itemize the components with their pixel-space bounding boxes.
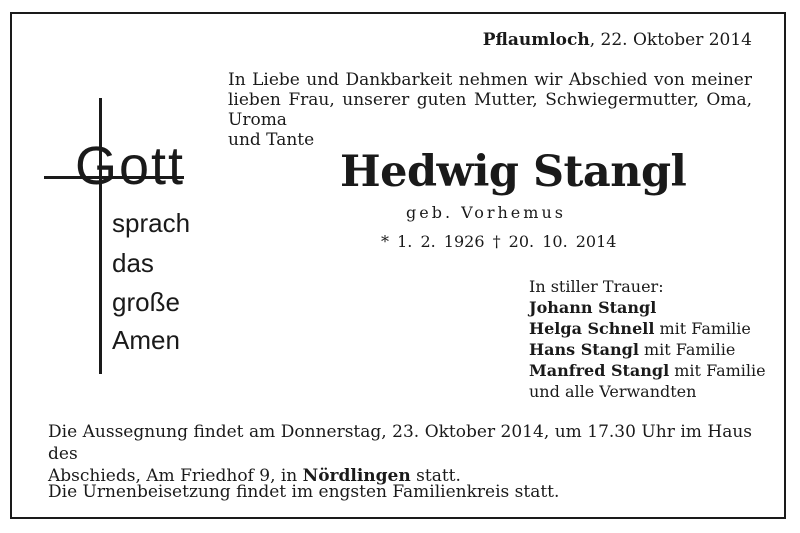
mourner-row [529, 360, 766, 381]
poem-word-das: das [112, 248, 154, 278]
deceased-name: Hedwig Stangl [340, 147, 687, 197]
mourners-heading: In stiller Trauer: [529, 277, 664, 296]
birth-name: geb. Vorhemus [406, 203, 566, 222]
poem-word-sprach: sprach [112, 208, 191, 238]
mourner-name: Johann Stangl [529, 298, 657, 317]
dateline [483, 30, 752, 50]
intro-line-3: und Tante [228, 130, 315, 150]
dateline-date: , 22. Oktober 2014 [589, 30, 752, 50]
blessing-line-2-start: Abschieds, Am Friedhof 9, in [48, 466, 303, 486]
mourner-name: Manfred Stangl [529, 361, 670, 380]
intro-text [228, 70, 752, 150]
mourner-name: Hans Stangl [529, 340, 639, 359]
mourner-suffix: mit Familie [654, 319, 751, 338]
mourner-row [529, 318, 766, 339]
poem-word-gott: Gott [75, 136, 186, 196]
mourner-row [529, 297, 766, 318]
blessing-line-2-end: statt. [410, 466, 461, 486]
mourners-block [529, 276, 766, 402]
blessing-city: Nördlingen [302, 466, 411, 486]
poem-word-amen: Amen [112, 325, 180, 355]
blessing-line-1: Die Aussegnung findet am Donnerstag, 23. Oktober 2014, um 17.30 Uhr im Haus des [48, 422, 752, 464]
mourner-suffix: mit Familie [638, 340, 736, 359]
mourner-row [529, 339, 766, 360]
poem-word-grosse: große [112, 287, 180, 317]
mourner-suffix: mit Familie [669, 361, 766, 380]
intro-line-1: In Liebe und Dankbarkeit nehmen wir Abschied von meiner [228, 70, 752, 90]
intro-line-2: lieben Frau, unserer guten Mutter, Schwiegermutter, Oma, Uroma [228, 90, 752, 130]
urn-text: Die Urnenbeisetzung findet im engsten Familienkreis statt. [48, 482, 560, 502]
life-dates: * 1. 2. 1926 † 20. 10. 2014 [381, 232, 617, 251]
blessing-text [48, 421, 752, 487]
mourner-name: Helga Schnell [529, 319, 655, 338]
mourners-closing: und alle Verwandten [529, 382, 697, 401]
dateline-place: Pflaumloch [482, 30, 590, 50]
